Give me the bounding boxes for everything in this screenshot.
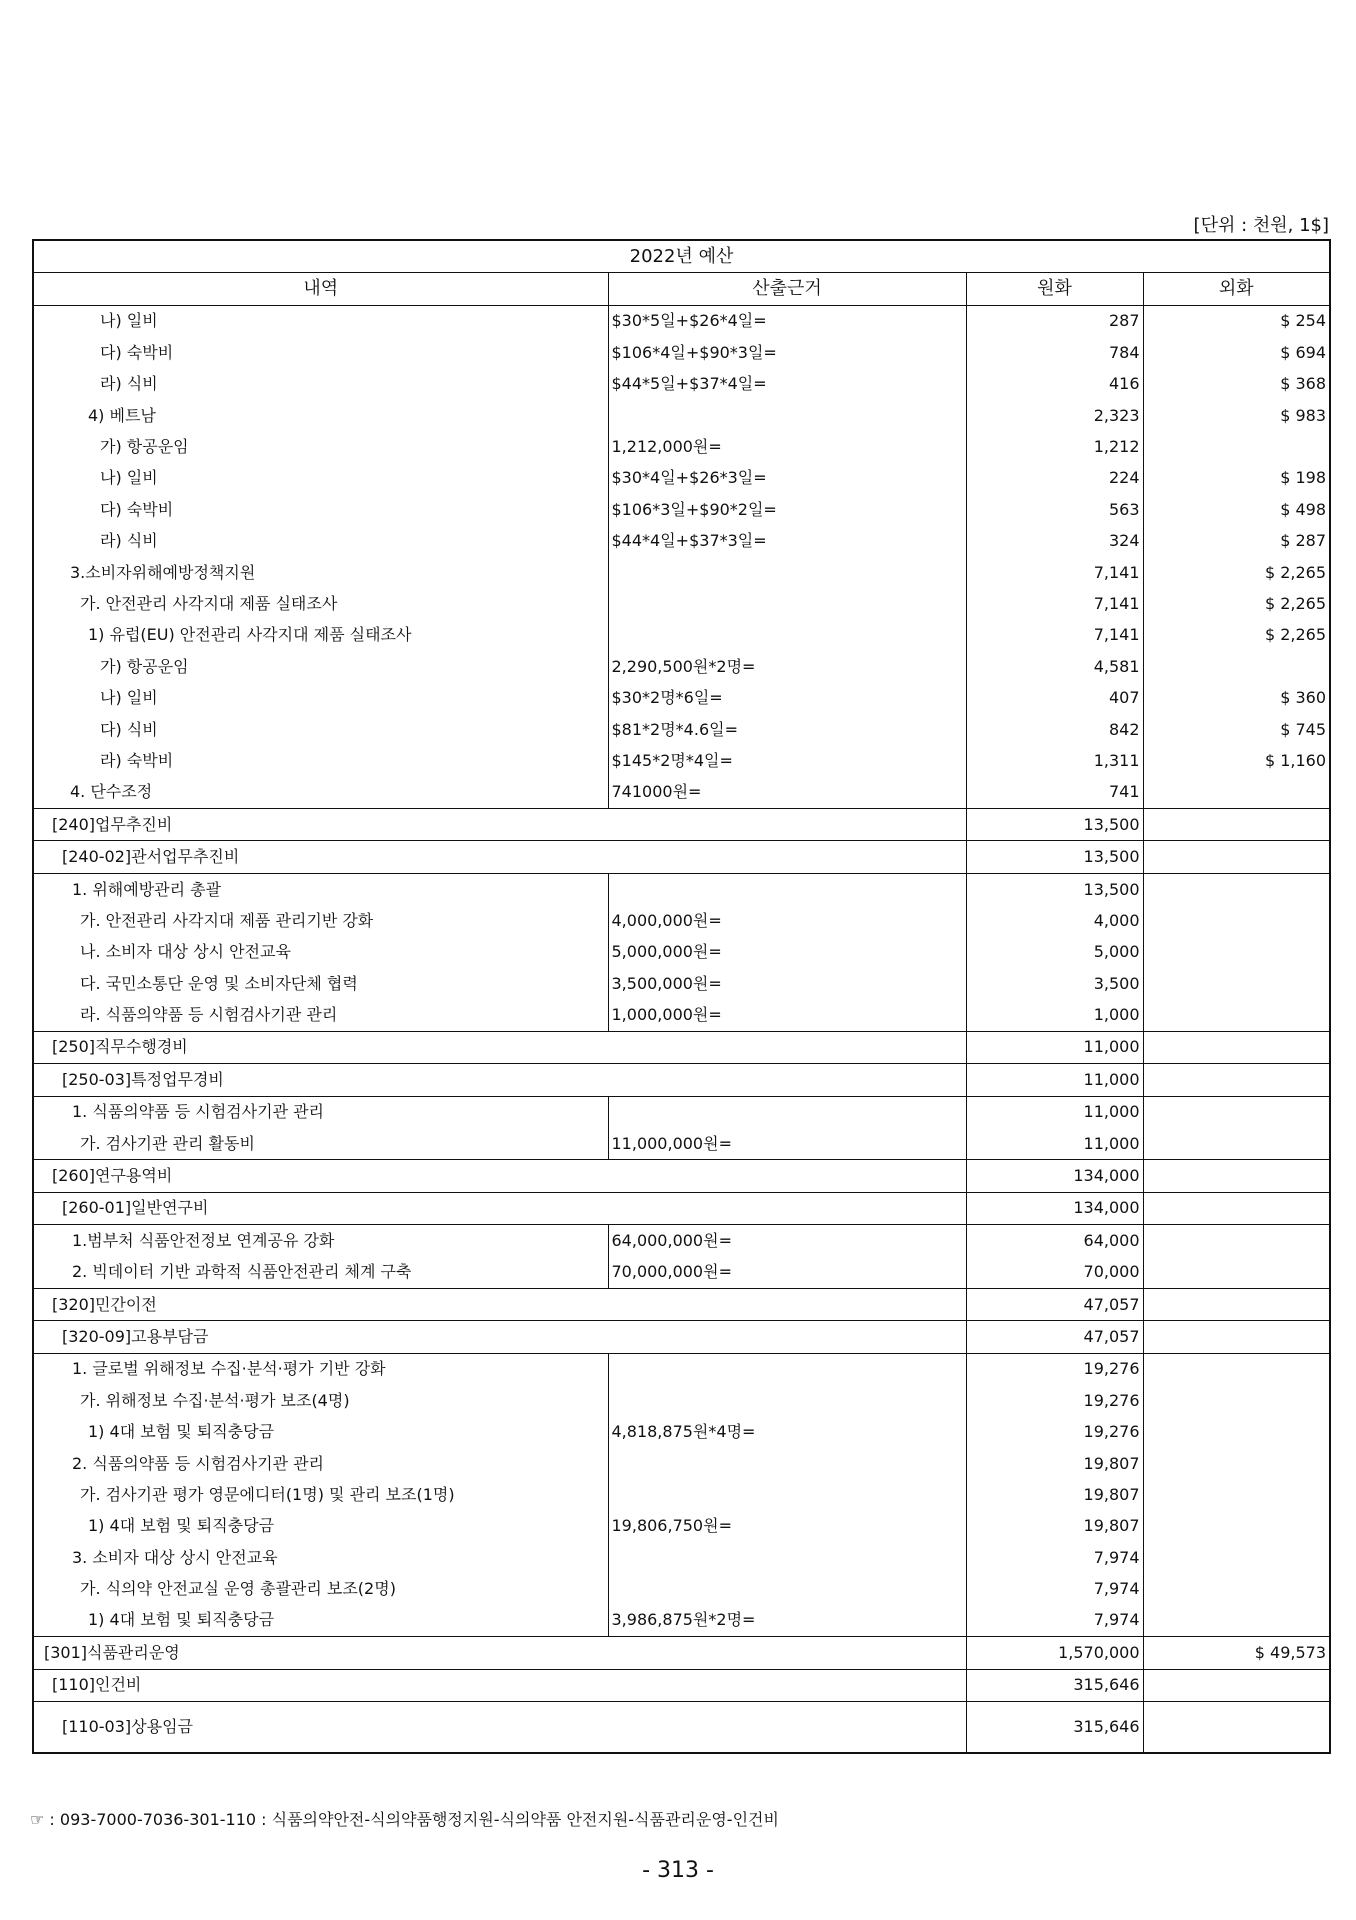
- row-krw: 19,807: [966, 1448, 1143, 1479]
- row-krw: 842: [966, 714, 1143, 745]
- row-usd: [1143, 1573, 1330, 1604]
- row-basis: 4,000,000원=: [608, 905, 966, 936]
- row-basis: [608, 1573, 966, 1604]
- row-usd: [1143, 431, 1330, 462]
- row-krw: 11,000: [966, 1128, 1143, 1160]
- row-usd: [1143, 1701, 1330, 1753]
- row-item: 1. 위해예방관리 총괄: [33, 873, 608, 905]
- row-item: 3. 소비자 대상 상시 안전교육: [33, 1542, 608, 1573]
- row-krw: 70,000: [966, 1257, 1143, 1289]
- row-krw: 7,141: [966, 620, 1143, 651]
- header-item: 내역: [33, 273, 608, 305]
- row-usd: [1143, 1160, 1330, 1192]
- page-number: - 313 -: [642, 1858, 714, 1883]
- row-krw: 47,057: [966, 1288, 1143, 1320]
- table-row: [33, 588, 1330, 619]
- row-item: 라. 식품의약품 등 시험검사기관 관리: [33, 999, 608, 1031]
- table-row: [33, 1542, 1330, 1573]
- row-krw: 7,974: [966, 1542, 1143, 1573]
- table-row: [33, 1511, 1330, 1542]
- row-item: 가) 항공운임: [33, 651, 608, 682]
- row-item: 1) 4대 보험 및 퇴직충당금: [33, 1605, 608, 1637]
- row-basis: $44*4일+$37*3일=: [608, 526, 966, 557]
- row-item: 가. 검사기관 평가 영문에디터(1명) 및 관리 보조(1명): [33, 1479, 608, 1510]
- row-krw: 134,000: [966, 1192, 1143, 1224]
- row-basis: $44*5일+$37*4일=: [608, 369, 966, 400]
- row-usd: $ 498: [1143, 494, 1330, 525]
- table-row: [33, 968, 1330, 999]
- row-basis: $145*2명*4일=: [608, 745, 966, 776]
- row-usd: [1143, 999, 1330, 1031]
- table-row: [33, 1096, 1330, 1128]
- row-basis: $30*4일+$26*3일=: [608, 463, 966, 494]
- footnote: ☞ : 093-7000-7036-301-110 : 식품의약안전-식의약품행정지원-식의약품 안전지원-식품관리운영-인건비: [30, 1810, 779, 1829]
- row-item: 가. 안전관리 사각지대 제품 관리기반 강화: [33, 905, 608, 936]
- budget-table: [32, 239, 1331, 1754]
- row-krw: 416: [966, 369, 1143, 400]
- row-basis: [608, 1385, 966, 1416]
- row-krw: 134,000: [966, 1160, 1143, 1192]
- row-basis: $106*3일+$90*2일=: [608, 494, 966, 525]
- header-usd: 외화: [1143, 273, 1330, 305]
- row-usd: [1143, 1416, 1330, 1447]
- table-row: [33, 777, 1330, 809]
- row-item: 가. 검사기관 관리 활동비: [33, 1128, 608, 1160]
- row-item: 다. 국민소통단 운영 및 소비자단체 협력: [33, 968, 608, 999]
- unit-label: [단위 : 천원, 1$]: [1193, 215, 1329, 236]
- row-basis: 3,500,000원=: [608, 968, 966, 999]
- row-krw: 784: [966, 337, 1143, 368]
- row-item: [110-03]상용임금: [33, 1701, 966, 1753]
- row-usd: [1143, 1064, 1330, 1096]
- row-item: [260]연구용역비: [33, 1160, 966, 1192]
- row-basis: $81*2명*4.6일=: [608, 714, 966, 745]
- row-krw: 741: [966, 777, 1143, 809]
- row-item: 다) 숙박비: [33, 494, 608, 525]
- row-item: 3.소비자위해예방정책지원: [33, 557, 608, 588]
- row-usd: [1143, 1031, 1330, 1063]
- table-row: [33, 1637, 1330, 1669]
- table-row: [33, 463, 1330, 494]
- row-basis: [608, 588, 966, 619]
- row-usd: $ 2,265: [1143, 557, 1330, 588]
- table-row: [33, 1701, 1330, 1753]
- row-krw: 1,000: [966, 999, 1143, 1031]
- table-row: [33, 1288, 1330, 1320]
- table-row: [33, 1128, 1330, 1160]
- row-krw: 19,276: [966, 1416, 1143, 1447]
- row-basis: [608, 620, 966, 651]
- table-row: [33, 494, 1330, 525]
- row-krw: 407: [966, 682, 1143, 713]
- row-basis: [608, 873, 966, 905]
- table-row: [33, 1257, 1330, 1289]
- table-row: [33, 1031, 1330, 1063]
- row-basis: [608, 1542, 966, 1573]
- row-krw: 3,500: [966, 968, 1143, 999]
- table-row: [33, 337, 1330, 368]
- row-item: 가. 위해정보 수집·분석·평가 보조(4명): [33, 1385, 608, 1416]
- row-usd: $ 198: [1143, 463, 1330, 494]
- row-item: 4. 단수조정: [33, 777, 608, 809]
- table-row: [33, 1669, 1330, 1701]
- table-title: 2022년 예산: [33, 240, 1330, 273]
- table-row: [33, 1353, 1330, 1385]
- row-krw: 11,000: [966, 1031, 1143, 1063]
- table-row: [33, 557, 1330, 588]
- row-item: 라) 식비: [33, 526, 608, 557]
- row-item: 4) 베트남: [33, 400, 608, 431]
- row-krw: 64,000: [966, 1225, 1143, 1257]
- row-usd: $ 49,573: [1143, 1637, 1330, 1669]
- row-usd: [1143, 1479, 1330, 1510]
- table-row: [33, 1160, 1330, 1192]
- row-basis: $30*5일+$26*4일=: [608, 305, 966, 337]
- row-item: 1) 4대 보험 및 퇴직충당금: [33, 1416, 608, 1447]
- row-item: [301]식품관리운영: [33, 1637, 966, 1669]
- row-usd: [1143, 1353, 1330, 1385]
- row-basis: 741000원=: [608, 777, 966, 809]
- table-row: [33, 400, 1330, 431]
- row-krw: 19,807: [966, 1511, 1143, 1542]
- table-row: [33, 1192, 1330, 1224]
- row-item: [260-01]일반연구비: [33, 1192, 966, 1224]
- row-krw: 1,311: [966, 745, 1143, 776]
- row-krw: 5,000: [966, 937, 1143, 968]
- row-basis: $30*2명*6일=: [608, 682, 966, 713]
- row-item: 2. 빅데이터 기반 과학적 식품안전관리 체계 구축: [33, 1257, 608, 1289]
- row-basis: [608, 400, 966, 431]
- row-basis: [608, 1096, 966, 1128]
- row-usd: [1143, 937, 1330, 968]
- row-usd: [1143, 1096, 1330, 1128]
- table-row: [33, 369, 1330, 400]
- row-usd: $ 368: [1143, 369, 1330, 400]
- row-basis: 19,806,750원=: [608, 1511, 966, 1542]
- row-usd: [1143, 1288, 1330, 1320]
- table-row: [33, 431, 1330, 462]
- row-usd: $ 287: [1143, 526, 1330, 557]
- row-krw: 1,212: [966, 431, 1143, 462]
- table-row: [33, 1321, 1330, 1353]
- row-krw: 11,000: [966, 1064, 1143, 1096]
- row-basis: 1,212,000원=: [608, 431, 966, 462]
- row-item: 다) 식비: [33, 714, 608, 745]
- row-krw: 4,000: [966, 905, 1143, 936]
- row-item: 나) 일비: [33, 305, 608, 337]
- row-krw: 7,974: [966, 1605, 1143, 1637]
- row-krw: 47,057: [966, 1321, 1143, 1353]
- row-basis: 64,000,000원=: [608, 1225, 966, 1257]
- row-basis: [608, 557, 966, 588]
- row-item: [250-03]특정업무경비: [33, 1064, 966, 1096]
- row-usd: $ 360: [1143, 682, 1330, 713]
- row-krw: 19,807: [966, 1479, 1143, 1510]
- table-row: [33, 651, 1330, 682]
- row-basis: 4,818,875원*4명=: [608, 1416, 966, 1447]
- row-usd: [1143, 1605, 1330, 1637]
- row-usd: [1143, 1128, 1330, 1160]
- table-row: [33, 682, 1330, 713]
- row-usd: [1143, 905, 1330, 936]
- row-usd: [1143, 1448, 1330, 1479]
- row-item: [240]업무추진비: [33, 809, 966, 841]
- row-basis: 5,000,000원=: [608, 937, 966, 968]
- row-item: 라) 숙박비: [33, 745, 608, 776]
- row-basis: 70,000,000원=: [608, 1257, 966, 1289]
- row-item: 나) 일비: [33, 682, 608, 713]
- row-basis: [608, 1479, 966, 1510]
- row-krw: 287: [966, 305, 1143, 337]
- header-basis: 산출근거: [608, 273, 966, 305]
- row-basis: [608, 1448, 966, 1479]
- row-item: [110]인건비: [33, 1669, 966, 1701]
- row-item: 1.범부처 식품안전정보 연계공유 강화: [33, 1225, 608, 1257]
- row-item: [240-02]관서업무추진비: [33, 841, 966, 873]
- row-basis: 1,000,000원=: [608, 999, 966, 1031]
- row-basis: 11,000,000원=: [608, 1128, 966, 1160]
- row-usd: [1143, 651, 1330, 682]
- row-basis: $106*4일+$90*3일=: [608, 337, 966, 368]
- row-krw: 4,581: [966, 651, 1143, 682]
- row-krw: 13,500: [966, 873, 1143, 905]
- table-row: [33, 873, 1330, 905]
- row-usd: [1143, 1511, 1330, 1542]
- row-item: 1. 글로벌 위해정보 수집·분석·평가 기반 강화: [33, 1353, 608, 1385]
- row-item: 라) 식비: [33, 369, 608, 400]
- row-krw: 1,570,000: [966, 1637, 1143, 1669]
- row-krw: 2,323: [966, 400, 1143, 431]
- row-usd: [1143, 1669, 1330, 1701]
- row-usd: [1143, 1225, 1330, 1257]
- row-krw: 19,276: [966, 1385, 1143, 1416]
- row-item: 1) 유럽(EU) 안전관리 사각지대 제품 실태조사: [33, 620, 608, 651]
- row-usd: $ 694: [1143, 337, 1330, 368]
- row-item: 나. 소비자 대상 상시 안전교육: [33, 937, 608, 968]
- row-krw: 11,000: [966, 1096, 1143, 1128]
- row-krw: 7,974: [966, 1573, 1143, 1604]
- row-usd: [1143, 777, 1330, 809]
- table-row: [33, 1385, 1330, 1416]
- row-item: [320-09]고용부담금: [33, 1321, 966, 1353]
- table-row: [33, 809, 1330, 841]
- row-krw: 7,141: [966, 588, 1143, 619]
- table-row: [33, 841, 1330, 873]
- row-item: 1) 4대 보험 및 퇴직충당금: [33, 1511, 608, 1542]
- table-row: [33, 1479, 1330, 1510]
- row-item: 가) 항공운임: [33, 431, 608, 462]
- row-usd: [1143, 1321, 1330, 1353]
- row-usd: [1143, 841, 1330, 873]
- table-row: [33, 905, 1330, 936]
- row-krw: 324: [966, 526, 1143, 557]
- row-item: 나) 일비: [33, 463, 608, 494]
- row-usd: [1143, 1257, 1330, 1289]
- row-basis: 2,290,500원*2명=: [608, 651, 966, 682]
- table-row: [33, 620, 1330, 651]
- row-usd: $ 745: [1143, 714, 1330, 745]
- header-krw: 원화: [966, 273, 1143, 305]
- row-item: 1. 식품의약품 등 시험검사기관 관리: [33, 1096, 608, 1128]
- table-row: [33, 526, 1330, 557]
- row-krw: 19,276: [966, 1353, 1143, 1385]
- row-krw: 563: [966, 494, 1143, 525]
- row-usd: $ 983: [1143, 400, 1330, 431]
- row-krw: 7,141: [966, 557, 1143, 588]
- row-basis: 3,986,875원*2명=: [608, 1605, 966, 1637]
- table-row: [33, 745, 1330, 776]
- row-usd: [1143, 1385, 1330, 1416]
- table-row: [33, 305, 1330, 337]
- row-item: 가. 식의약 안전교실 운영 총괄관리 보조(2명): [33, 1573, 608, 1604]
- row-usd: [1143, 1192, 1330, 1224]
- row-usd: $ 2,265: [1143, 588, 1330, 619]
- row-krw: 13,500: [966, 809, 1143, 841]
- table-row: [33, 714, 1330, 745]
- row-usd: $ 1,160: [1143, 745, 1330, 776]
- row-item: 2. 식품의약품 등 시험검사기관 관리: [33, 1448, 608, 1479]
- row-usd: [1143, 873, 1330, 905]
- row-krw: 224: [966, 463, 1143, 494]
- table-row: [33, 1573, 1330, 1604]
- table-row: [33, 999, 1330, 1031]
- table-row: [33, 1605, 1330, 1637]
- row-item: 다) 숙박비: [33, 337, 608, 368]
- row-krw: 315,646: [966, 1669, 1143, 1701]
- row-item: 가. 안전관리 사각지대 제품 실태조사: [33, 588, 608, 619]
- table-row: [33, 937, 1330, 968]
- row-usd: [1143, 809, 1330, 841]
- row-item: [250]직무수행경비: [33, 1031, 966, 1063]
- table-row: [33, 1225, 1330, 1257]
- row-usd: [1143, 968, 1330, 999]
- row-basis: [608, 1353, 966, 1385]
- row-usd: $ 2,265: [1143, 620, 1330, 651]
- table-row: [33, 1416, 1330, 1447]
- row-usd: $ 254: [1143, 305, 1330, 337]
- row-item: [320]민간이전: [33, 1288, 966, 1320]
- row-krw: 13,500: [966, 841, 1143, 873]
- row-usd: [1143, 1542, 1330, 1573]
- table-row: [33, 1448, 1330, 1479]
- table-row: [33, 1064, 1330, 1096]
- row-krw: 315,646: [966, 1701, 1143, 1753]
